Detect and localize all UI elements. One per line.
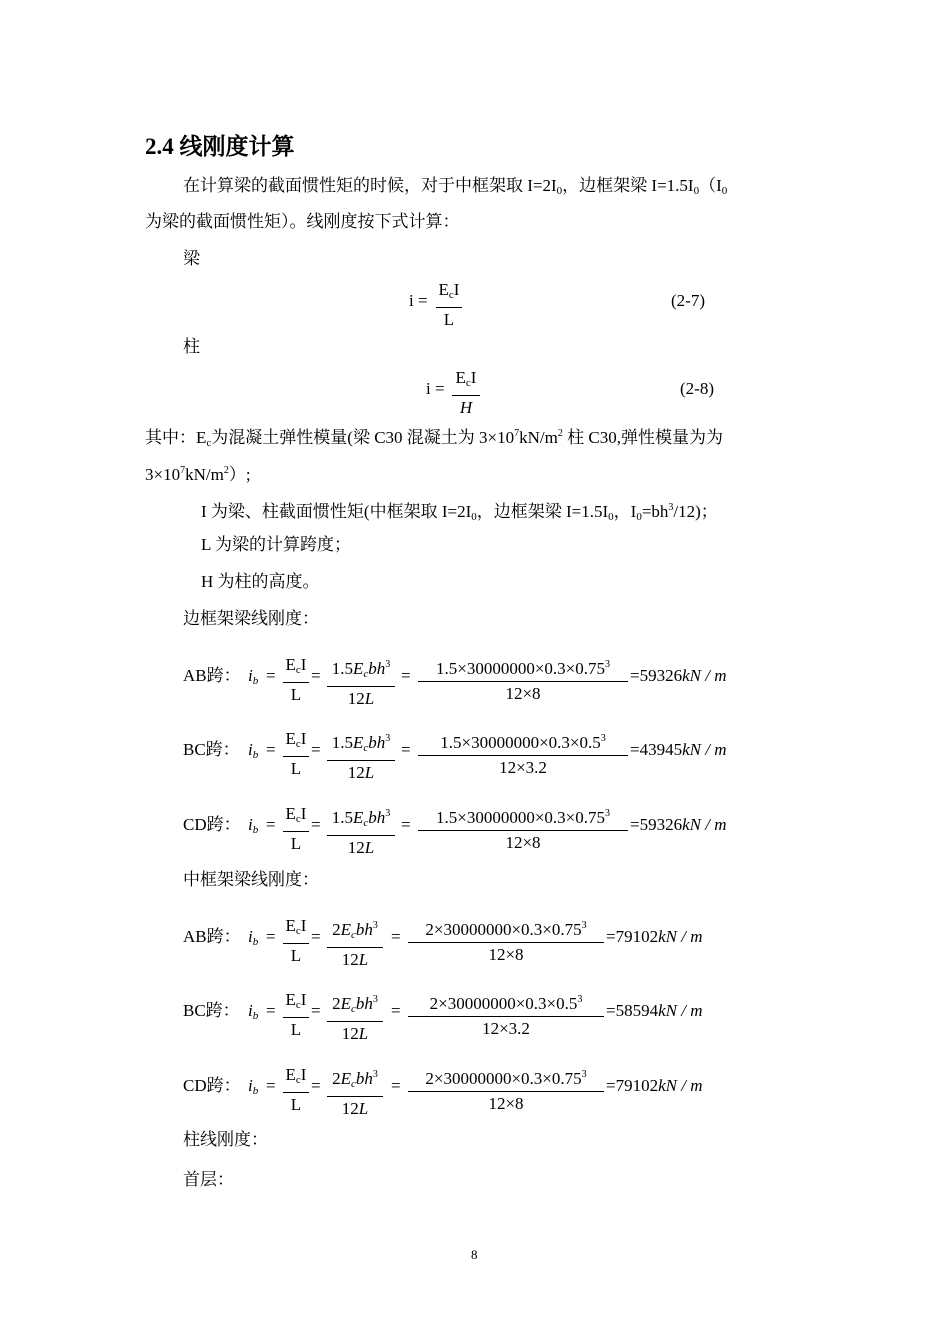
column-label: 柱: [183, 337, 200, 356]
result-value: =43945kN / m: [630, 740, 727, 759]
beam-label: 梁: [183, 249, 200, 268]
result-value: =79102kN / m: [606, 1076, 703, 1095]
fraction-numeric: $\frac{2\times 30000000\times 0.3\times 0.75^3}{12\times 8}$: [408, 1065, 604, 1114]
equals-sign: =: [311, 666, 321, 685]
row-label: BC跨：: [183, 740, 240, 759]
fraction-EcI-L: $E_cI$ L: [283, 990, 309, 1040]
eq1-lhs: i =: [409, 291, 428, 310]
equals-sign: =: [266, 1076, 276, 1095]
equals-sign: =: [311, 1001, 321, 1020]
ib-symbol: $i_b$: [248, 927, 259, 948]
ib-symbol: $i_b$: [248, 740, 259, 761]
equals-sign: =: [266, 927, 276, 946]
fraction-EcI-L: $E_cI$ L: [283, 1065, 309, 1115]
where-line-1: 其中：$E_c$为混凝土弹性模量(梁 C30 混凝土为 $3\times 10^7kN/m^2$ 柱 C30,弹性模量为为: [145, 428, 723, 449]
fraction-EcI-L: $E_cI$ L: [283, 804, 309, 854]
fraction-numeric: $\frac{1.5\times 30000000\times 0.3\times 0.5^3}{12\times 3.2}$: [418, 729, 628, 778]
section-heading: 2.4 线刚度计算: [145, 134, 295, 159]
equals-sign: =: [266, 1001, 276, 1020]
fraction-symbolic: $1.5E_cbh^3$ 12L: [327, 729, 395, 783]
fraction-numeric: $\frac{1.5\times 30000000\times 0.3\times 0.75^3}{12\times 8}$: [418, 655, 628, 704]
intro-line-2: 为梁的截面惯性矩）。线刚度按下式计算：: [145, 212, 460, 231]
row-label: AB跨：: [183, 666, 241, 685]
ib-symbol: $i_b$: [248, 1076, 259, 1097]
column-stiffness-title: 柱线刚度：: [183, 1130, 268, 1149]
ib-symbol: $i_b$: [248, 815, 259, 836]
equals-sign: =: [391, 1076, 401, 1095]
intro-line-1: 在计算梁的截面惯性矩的时候，对于中框架取 $I=2I_0$，边框架梁 $I=1.5I_0(I_0$: [183, 176, 728, 197]
fraction-symbolic: $1.5E_cbh^3$ 12L: [327, 804, 395, 858]
equals-sign: =: [266, 740, 276, 759]
fraction-symbolic: $2E_cbh^3$ 12L: [327, 916, 383, 970]
equals-sign: =: [311, 927, 321, 946]
fraction-EcI-L: $E_cI$ L: [283, 729, 309, 779]
result-value: =79102kN / m: [606, 927, 703, 946]
first-floor-label: 首层：: [183, 1170, 234, 1189]
equals-sign: =: [311, 815, 321, 834]
result-value: =58594kN / m: [606, 1001, 703, 1020]
equals-sign: =: [266, 815, 276, 834]
result-value: =59326kN / m: [630, 815, 727, 834]
edge-frame-title: 边框架梁线刚度：: [183, 609, 319, 628]
eq2-fraction: $E_cI$ H: [452, 368, 480, 418]
equals-sign: =: [391, 927, 401, 946]
fraction-symbolic: $1.5E_cbh^3$ 12L: [327, 655, 395, 709]
equals-sign: =: [266, 666, 276, 685]
ib-symbol: $i_b$: [248, 666, 259, 687]
fraction-symbolic: $2E_cbh^3$ 12L: [327, 1065, 383, 1119]
eq1-tag: (2-7): [671, 291, 705, 310]
ib-symbol: $i_b$: [248, 1001, 259, 1022]
fraction-EcI-L: $E_cI$ L: [283, 916, 309, 966]
result-value: =59326kN / m: [630, 666, 727, 685]
def-H: H 为柱的高度。: [201, 572, 320, 591]
row-label: CD跨：: [183, 815, 241, 834]
def-L: L 为梁的计算跨度；: [201, 535, 352, 554]
mid-frame-title: 中框架梁线刚度：: [183, 870, 319, 889]
def-I: I 为梁、柱截面惯性矩(中框架取 $I=2I_0$，边框架梁 $I=1.5I_0$，$I_0=bh^3/12$)；: [201, 502, 718, 523]
equals-sign: =: [401, 815, 411, 834]
fraction-numeric: $\frac{1.5\times 30000000\times 0.3\times 0.75^3}{12\times 8}$: [418, 804, 628, 853]
equals-sign: =: [391, 1001, 401, 1020]
fraction-symbolic: $2E_cbh^3$ 12L: [327, 990, 383, 1044]
equals-sign: =: [311, 1076, 321, 1095]
fraction-numeric: $\frac{2\times 30000000\times 0.3\times 0.75^3}{12\times 8}$: [408, 916, 604, 965]
row-label: BC跨：: [183, 1001, 240, 1020]
equals-sign: =: [311, 740, 321, 759]
row-label: AB跨：: [183, 927, 241, 946]
eq1-fraction: $E_cI$ L: [436, 280, 462, 330]
eq2-lhs: i =: [426, 379, 445, 398]
page-number: 8: [471, 1247, 478, 1262]
where-line-2: $3\times 10^7kN/m^2$）;: [145, 465, 251, 484]
fraction-EcI-L: $E_cI$ L: [283, 655, 309, 705]
equals-sign: =: [401, 666, 411, 685]
equals-sign: =: [401, 740, 411, 759]
fraction-numeric: $\frac{2\times 30000000\times 0.3\times 0.5^3}{12\times 3.2}$: [408, 990, 604, 1039]
eq2-tag: (2-8): [680, 379, 714, 398]
row-label: CD跨：: [183, 1076, 241, 1095]
